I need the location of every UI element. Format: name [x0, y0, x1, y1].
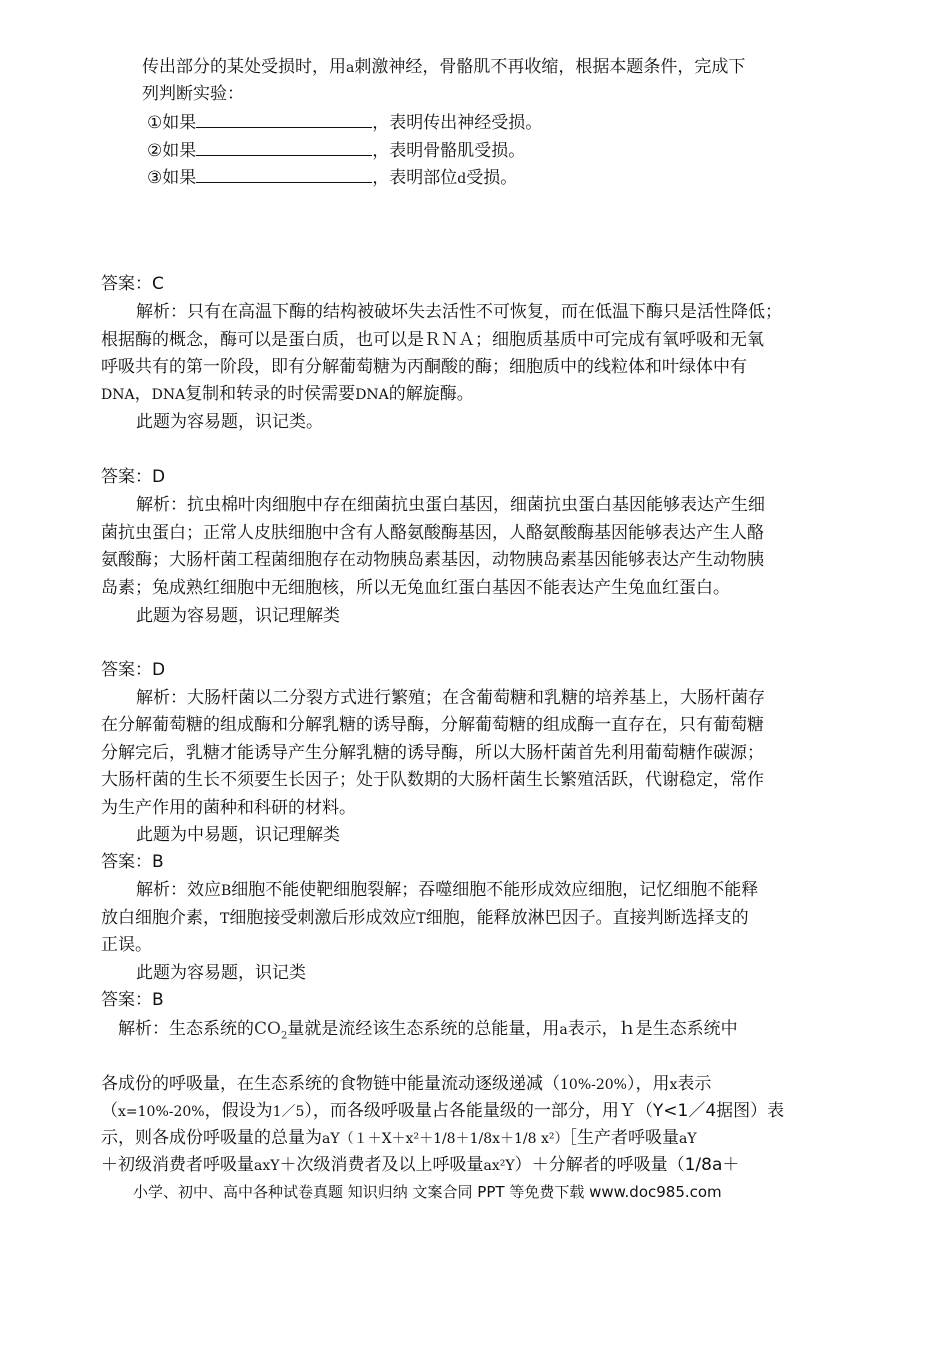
difficulty-3: 此题为中易题，识记理解类 [136, 825, 340, 845]
answer-blank-1[interactable] [196, 110, 372, 128]
footer-text: 小学、初中、高中各种试卷真题 知识归纳 文案合同 PPT 等免费下载 www.doc985.com [133, 1183, 722, 1201]
answer-label-3: 答案：D [101, 660, 166, 680]
question-line-1: 传出部分的某处受损时，用a刺激神经，骨骼肌不再收缩，根据本题条件，完成下 [142, 57, 746, 77]
answer-label-1: 答案：C [101, 274, 164, 294]
analysis-3-line-4: 大肠杆菌的生长不须要生长因子；处于队数期的大肠杆菌生长繁殖活跃，代谢稳定，常作 [101, 770, 764, 790]
answer-label-4: 答案：B [101, 852, 164, 872]
analysis-3-line-5: 为生产作用的菌种和科研的材料。 [101, 798, 356, 818]
blank-item-3: ③如果 ，表明部位d受损。 [147, 165, 517, 190]
analysis-4-line-2: 放白细胞介素，T细胞接受刺激后形成效应T细胞，能释放淋巴因子。直接判断选择支的 [101, 908, 749, 928]
answer-label-5: 答案：B [101, 990, 164, 1010]
analysis-5-line-5: ＋初级消费者呼吸量axY＋次级消费者及以上呼吸量ax²Y）＋分解者的呼吸量（1/8a＋ [101, 1155, 740, 1175]
analysis-5-line-3: （x=10%-20%，假设为1／5），而各级呼吸量占各能量级的一部分，用Ｙ（Y<1／4据图）表 [101, 1101, 785, 1121]
analysis-1-line-2: 根据酶的概念，酶可以是蛋白质，也可以是ＲＮＡ；细胞质基质中可完成有氧呼吸和无氧 [101, 330, 764, 350]
analysis-3-line-3: 分解完后，乳糖才能诱导产生分解乳糖的诱导酶，所以大肠杆菌首先利用葡萄糖作碳源； [101, 743, 764, 763]
analysis-1-line-1: 解析：只有在高温下酶的结构被破坏失去活性不可恢复，而在低温下酶只是活性降低； [136, 302, 782, 322]
analysis-2-line-4: 岛素；兔成熟红细胞中无细胞核，所以无兔血红蛋白基因不能表达产生兔血红蛋白。 [101, 578, 730, 598]
analysis-3-line-2: 在分解葡萄糖的组成酶和分解乳糖的诱导酶，分解葡萄糖的组成酶一直存在，只有葡萄糖 [101, 715, 764, 735]
analysis-1-line-3: 呼吸共有的第一阶段，即有分解葡萄糖为丙酮酸的酶；细胞质中的线粒体和叶绿体中有 [101, 357, 747, 377]
analysis-5-line-4: 示，则各成份呼吸量的总量为aY（１＋X＋x²＋1/8＋1/8x＋1/8 x²）［生产者呼吸量aY [101, 1128, 697, 1148]
question-line-2: 列判断实验： [142, 84, 244, 104]
answer-label-2: 答案：D [101, 467, 166, 487]
analysis-2-line-3: 氨酸酶；大肠杆菌工程菌细胞存在动物胰岛素基因，动物胰岛素基因能够表达产生动物胰 [101, 550, 764, 570]
difficulty-4: 此题为容易题，识记类 [136, 963, 306, 983]
analysis-5-line-2: 各成份的呼吸量，在生态系统的食物链中能量流动逐级递减（10%-20%），用x表示 [101, 1074, 712, 1094]
analysis-4-line-3: 正误。 [101, 935, 152, 955]
difficulty-2: 此题为容易题，识记理解类 [136, 606, 340, 626]
blank-item-1: ①如果 ，表明传出神经受损。 [147, 110, 542, 134]
analysis-3-line-1: 解析：大肠杆菌以二分裂方式进行繁殖；在含葡萄糖和乳糖的培养基上，大肠杆菌存 [136, 688, 765, 708]
analysis-5-line-1: 解析：生态系统的$CO_2$量就是流经该生态系统的总能量，用a表示，ｈ是生态系统中 [118, 1019, 738, 1042]
difficulty-1: 此题为容易题，识记类。 [136, 412, 323, 432]
analysis-1-line-4: DNA，DNA复制和转录的时侯需要DNA的解旋酶。 [101, 384, 474, 404]
analysis-2-line-1: 解析：抗虫棉叶肉细胞中存在细菌抗虫蛋白基因，细菌抗虫蛋白基因能够表达产生细 [136, 495, 765, 515]
analysis-2-line-2: 菌抗虫蛋白；正常人皮肤细胞中含有人酪氨酸酶基因，人酪氨酸酶基因能够表达产生人酪 [101, 523, 764, 543]
answer-blank-3[interactable] [196, 165, 372, 183]
answer-blank-2[interactable] [196, 138, 372, 156]
analysis-4-line-1: 解析：效应B细胞不能使靶细胞裂解；吞噬细胞不能形成效应细胞，记忆细胞不能释 [136, 880, 759, 900]
blank-item-2: ②如果 ，表明骨骼肌受损。 [147, 138, 525, 162]
co2-formula: $CO_2$ [254, 1019, 288, 1042]
